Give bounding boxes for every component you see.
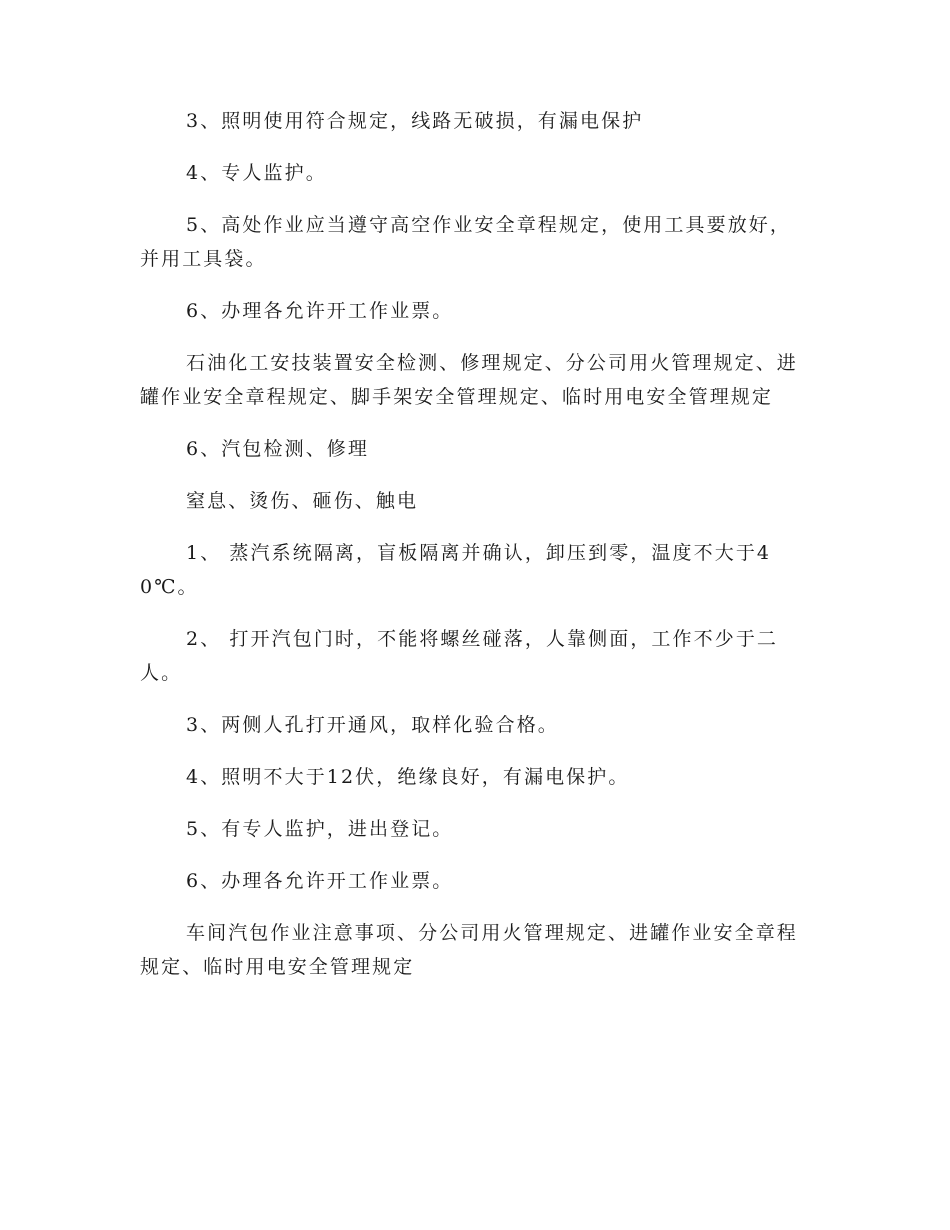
paragraph-section-title: 6、汽包检测、修理	[186, 438, 369, 460]
document-body	[140, 104, 800, 1002]
paragraph-step-3: 3、两侧人孔打开通风，取样化验合格。	[186, 714, 559, 736]
paragraph-references: 车间汽包作业注意事项、分公司用火管理规定、进罐作业安全章程规定、临时用电安全管理规定	[140, 922, 798, 978]
paragraph-permit: 6、办理各允许开工作业票。	[186, 300, 454, 322]
paragraph-step-4: 4、照明不大于12伏，绝缘良好，有漏电保护。	[186, 766, 630, 788]
paragraph-regulations: 石油化工安技装置安全检测、修理规定、分公司用火管理规定、进罐作业安全章程规定、脚手架安全管理规定、临时用电安全管理规定	[140, 352, 798, 408]
paragraph-height-work: 5、高处作业应当遵守高空作业安全章程规定，使用工具要放好，并用工具袋。	[140, 214, 791, 270]
paragraph-step-6: 6、办理各允许开工作业票。	[186, 870, 454, 892]
paragraph-step-2: 2、 打开汽包门时，不能将螺丝碰落，人靠侧面，工作不少于二人。	[140, 628, 779, 684]
paragraph-lighting: 3、照明使用符合规定，线路无破损，有漏电保护	[186, 110, 644, 132]
paragraph-step-5: 5、有专人监护，进出登记。	[186, 818, 454, 840]
paragraph-hazards: 窒息、烫伤、砸伤、触电	[186, 490, 419, 512]
paragraph-supervision: 4、专人监护。	[186, 162, 327, 184]
paragraph-step-1: 1、 蒸汽系统隔离，盲板隔离并确认，卸压到零，温度不大于40℃。	[140, 542, 772, 598]
